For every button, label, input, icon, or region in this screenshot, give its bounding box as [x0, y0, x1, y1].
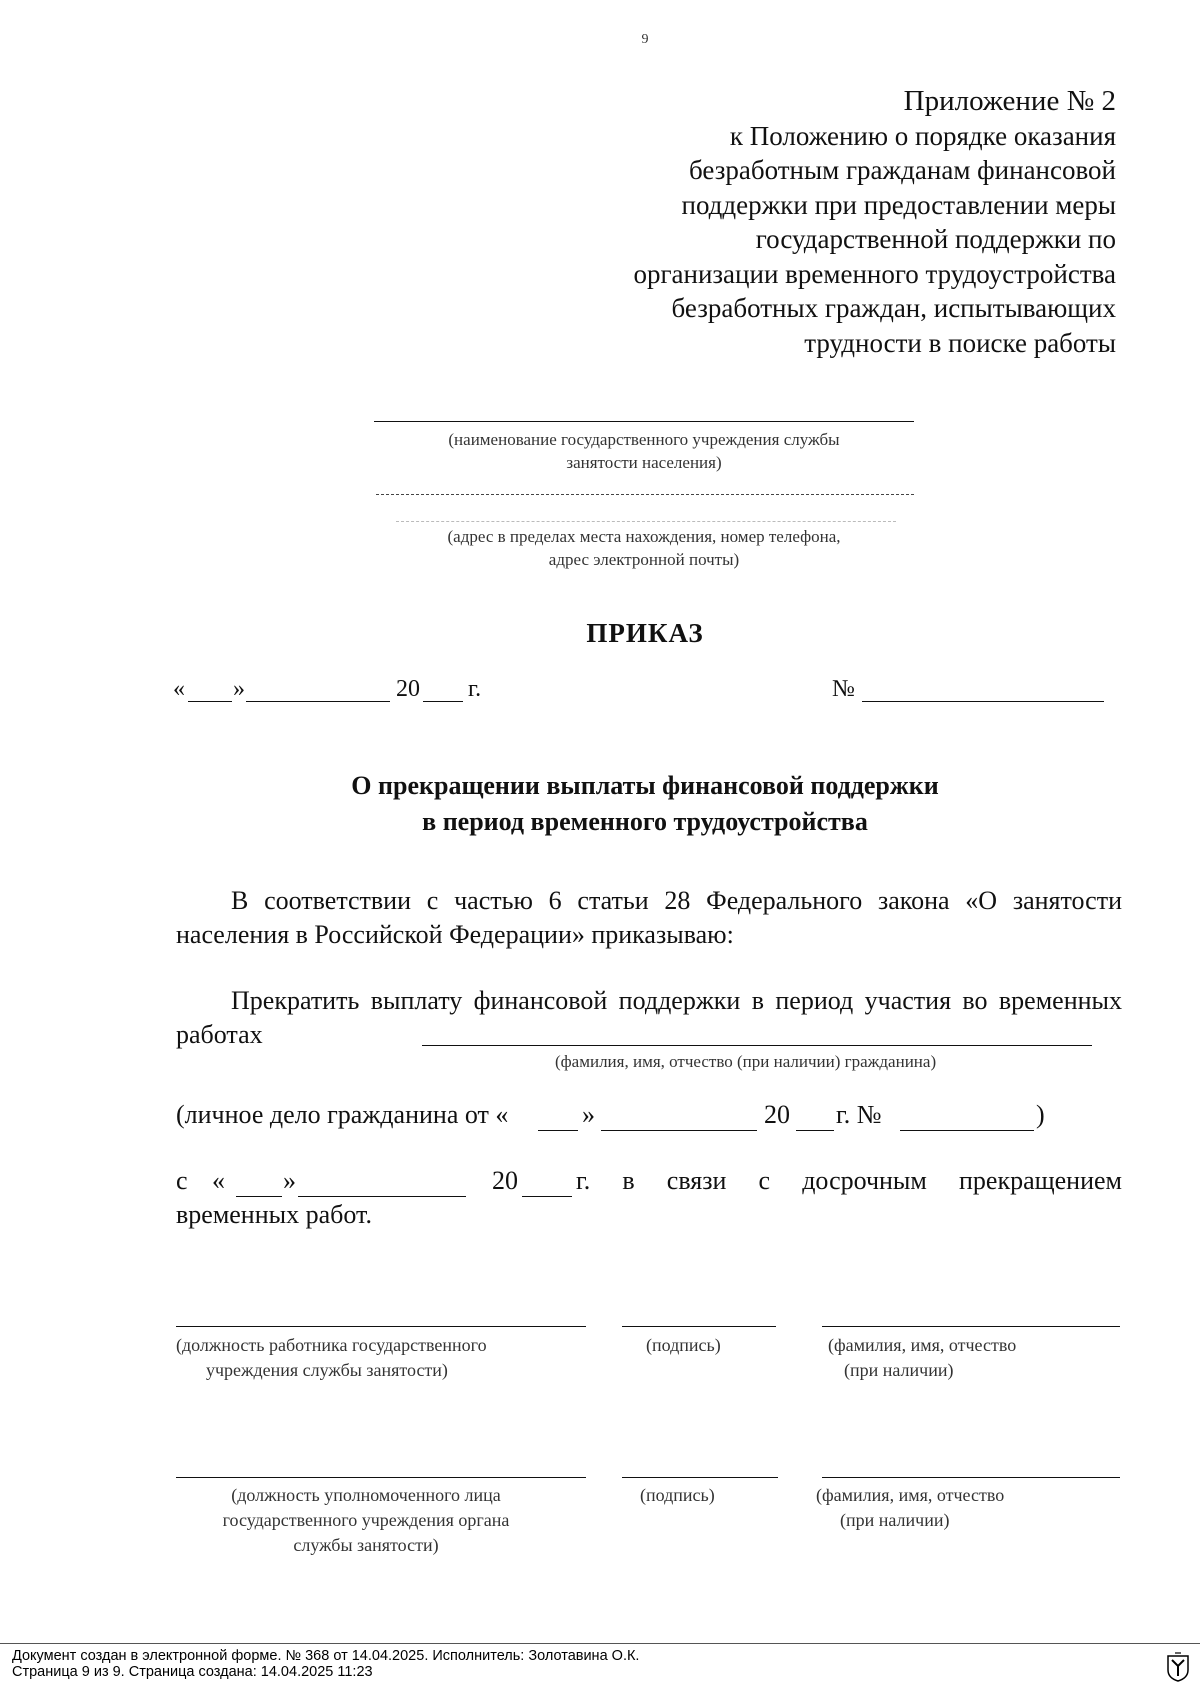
coat-of-arms-icon — [1166, 1652, 1190, 1682]
address-line — [396, 521, 896, 522]
order-number-label: № — [832, 676, 855, 702]
signature-position-caption — [176, 1333, 586, 1383]
page-number: 9 — [641, 32, 649, 47]
date-year-suffix: г. — [468, 676, 482, 702]
institution-caption — [374, 428, 914, 474]
caption-line: (фамилия, имя, отчество — [816, 1485, 1005, 1505]
signature-name-line — [822, 1326, 1120, 1327]
personal-file-year: 20 — [764, 1100, 790, 1129]
appendix-line: к Положению о порядке оказания — [729, 120, 1116, 151]
appendix-line: поддержки при предоставлении меры — [681, 189, 1116, 220]
caption-line: государственного учреждения органа — [222, 1510, 510, 1530]
footer-line: Документ создан в электронной форме. № 368 от 14.04.2025. Исполнитель: Золотавина О.К. — [12, 1648, 640, 1664]
from-date-line — [176, 1166, 1122, 1200]
from-tail-line2: временных работ. — [176, 1200, 372, 1229]
address-caption-line: (адрес в пределах места нахождения, номер телефона, — [447, 527, 841, 546]
from-day-blank — [236, 1196, 282, 1197]
date-year-suffix-wrap — [468, 676, 481, 703]
caption-line: (фамилия, имя, отчество — [828, 1335, 1017, 1355]
caption-line: (должность уполномоченного лица — [231, 1485, 501, 1505]
footer-line: Страница 9 из 9. Страница создана: 14.04.2025 11:23 — [12, 1664, 373, 1680]
appendix-title: Приложение № 2 — [903, 85, 1116, 117]
caption-line: (должность работника государственного — [176, 1335, 487, 1355]
institution-caption-line: (наименование государственного учреждения службы — [448, 430, 840, 449]
from-quote-open: « — [212, 1166, 225, 1195]
personal-file-close: ) — [1036, 1100, 1045, 1129]
caption-line: учреждения службы занятости) — [206, 1360, 448, 1380]
date-year-wrap — [396, 676, 420, 703]
subject-line: в период временного трудоустройства — [422, 807, 868, 836]
from-year-blank — [522, 1196, 572, 1197]
personal-file-number-blank — [900, 1130, 1034, 1131]
institution-name-line — [374, 421, 914, 422]
stop-payment-paragraph — [176, 984, 1122, 1052]
date-quote-close: » — [233, 676, 245, 702]
appendix-line: безработных граждан, испытывающих — [671, 293, 1116, 323]
signature-caption: (подпись) — [640, 1485, 715, 1505]
from-year: 20 — [492, 1166, 518, 1195]
order-date — [173, 676, 185, 703]
personal-file-month-blank — [601, 1130, 757, 1131]
date-year-prefix: 20 — [396, 676, 420, 702]
address-caption — [374, 525, 914, 571]
caption-line: (при наличии) — [844, 1360, 954, 1380]
signature-position-caption — [176, 1483, 556, 1558]
citizen-name-caption: (фамилия, имя, отчество (при наличии) гражданина) — [555, 1052, 937, 1071]
signature-sign-line — [622, 1326, 776, 1327]
personal-file-quote-close: » — [582, 1100, 595, 1129]
date-year-blank — [423, 701, 463, 702]
subject-line: О прекращении выплаты финансовой поддержки — [351, 771, 939, 800]
order-number-blank — [862, 701, 1104, 702]
signature-sign-line — [622, 1477, 778, 1478]
date-quote-close-wrap — [233, 676, 245, 703]
order-title: ПРИКАЗ — [586, 618, 704, 648]
signature-name-caption — [816, 1483, 1004, 1533]
signature-position-line — [176, 1326, 586, 1327]
intro-paragraph: В соответствии с частью 6 статьи 28 Федерального закона «О занятости населения в Российской Федерации» приказываю: — [176, 886, 1122, 949]
from-prefix: с — [176, 1166, 188, 1195]
address-caption-line: адрес электронной почты) — [548, 550, 740, 569]
personal-file-line — [176, 1100, 1136, 1134]
from-quote-close: » — [283, 1166, 296, 1195]
from-tail: г. в связи с досрочным прекращением — [576, 1166, 1122, 1195]
personal-file-year-suffix: г. № — [836, 1100, 882, 1129]
appendix-line: государственной поддержки по — [755, 224, 1116, 254]
signature-name-line — [822, 1477, 1120, 1478]
institution-caption-line: занятости населения) — [566, 453, 722, 472]
date-quote-open: « — [173, 676, 185, 702]
appendix-block — [633, 84, 1116, 360]
personal-file-prefix: (личное дело гражданина от « — [176, 1100, 509, 1129]
date-month-blank — [246, 701, 390, 702]
signature-caption: (подпись) — [646, 1335, 721, 1355]
personal-file-year-blank — [796, 1130, 834, 1131]
appendix-line: организации временного трудоустройства — [633, 258, 1116, 289]
address-line — [376, 494, 914, 495]
order-number-label-wrap — [832, 676, 855, 703]
date-day-blank — [188, 701, 232, 702]
appendix-line: трудности в поиске работы — [804, 327, 1116, 358]
caption-line: (при наличии) — [840, 1510, 950, 1530]
appendix-line: безработным гражданам финансовой — [689, 155, 1116, 185]
footer-divider — [0, 1643, 1200, 1644]
footer — [12, 1648, 639, 1680]
citizen-name-blank — [422, 1045, 1092, 1046]
signature-position-line — [176, 1477, 586, 1478]
order-subject — [0, 768, 1200, 840]
stop-payment-text: Прекратить выплату финансовой поддержки в период участия во временных работах — [176, 986, 1122, 1049]
personal-file-day-blank — [538, 1130, 578, 1131]
caption-line: службы занятости) — [293, 1535, 439, 1555]
from-month-blank — [298, 1196, 466, 1197]
signature-name-caption — [828, 1333, 1016, 1383]
